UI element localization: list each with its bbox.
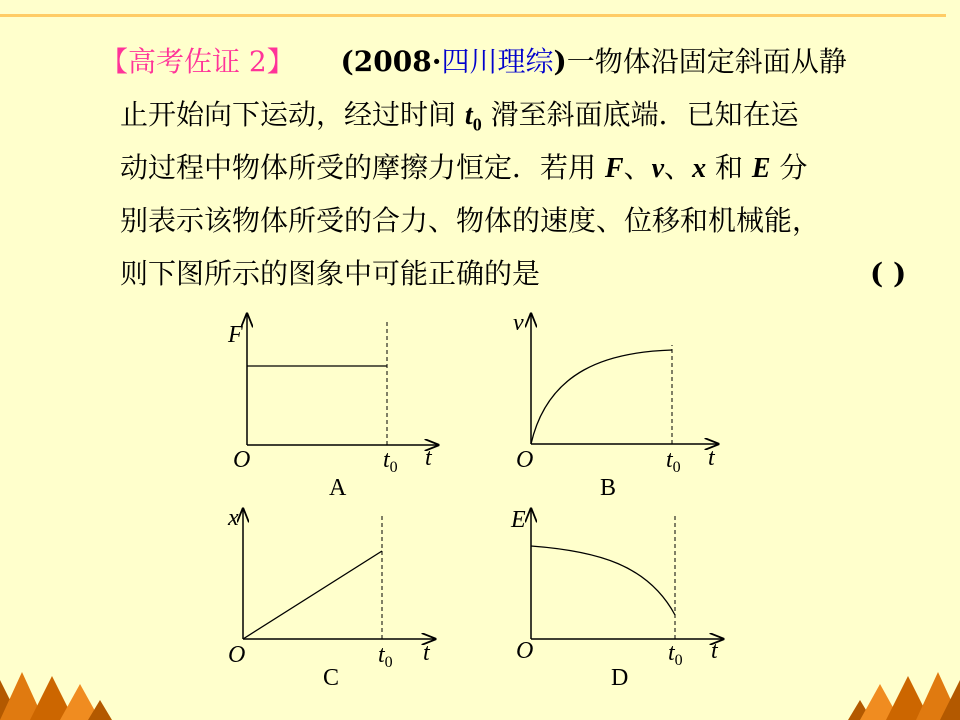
conj-he: 和 [706,151,752,184]
var-t-sub: 0 [472,114,482,135]
sep2: 、 [664,151,693,184]
graph-caption: A [329,475,347,501]
line1-tail: 一物体沿固定斜面从静 [566,45,847,78]
line4: 别表示该物体所受的合力、物体的速度、位移和机械能， [120,204,821,237]
line2-a: 止开始向下运动，经过时间 [120,98,465,131]
question-line-5 [100,247,907,300]
source-close: ) [553,45,567,78]
question-line-2 [100,88,870,141]
x-axis-label: t [708,445,715,471]
graph-curve [243,551,382,639]
var-x: x [692,153,707,184]
source-year: (2008· [340,45,442,78]
question-source [341,45,567,78]
question-line-1 [100,35,870,88]
y-axis-label: x [228,505,239,531]
line2-b: 滑至斜面底端．已知在运 [481,98,799,131]
line3-tail: 分 [770,151,808,184]
origin-label: O [516,638,534,664]
source-name: 四川理综 [441,45,554,78]
t0-label: $t_0$ [668,640,683,669]
answer-bracket: ( ) [870,257,907,290]
graph-caption: B [600,475,617,501]
graph-C [220,505,450,695]
t0-label: $t_0$ [666,447,681,476]
origin-label: O [233,447,251,473]
question-line-3 [100,141,870,194]
x-axis-label: t [425,445,432,471]
x-axis-label: t [423,640,430,666]
origin-label: O [516,447,534,473]
line3-a: 动过程中物体所受的摩擦力恒定．若用 [120,151,605,184]
top-divider [0,14,946,17]
var-v: v [651,153,665,184]
y-axis-label: v [513,310,524,336]
var-t: t [464,100,473,131]
question-line-4 [100,194,870,247]
graph-curve [531,350,672,444]
t0-label: $t_0$ [383,447,398,476]
t0-label: $t_0$ [378,642,393,671]
graph-B [508,310,738,500]
var-F: F [604,153,624,184]
graph-caption: C [323,665,340,691]
graph-curve [531,546,675,615]
x-axis-label: t [711,638,718,664]
question-tag: 【高考佐证 2】 [100,45,295,78]
line5: 则下图所示的图象中可能正确的是 [120,257,541,290]
corner-decoration-left [0,670,120,720]
graph-caption: D [611,665,629,691]
graph-A [225,310,455,500]
origin-label: O [228,642,246,668]
var-E: E [751,153,771,184]
question-text [100,35,907,300]
graph-D [508,505,738,695]
var-t0 [464,100,482,135]
y-axis-label: F [228,322,243,348]
y-axis-label: E [511,507,526,533]
corner-decoration-right [840,670,960,720]
sep1: 、 [623,151,652,184]
